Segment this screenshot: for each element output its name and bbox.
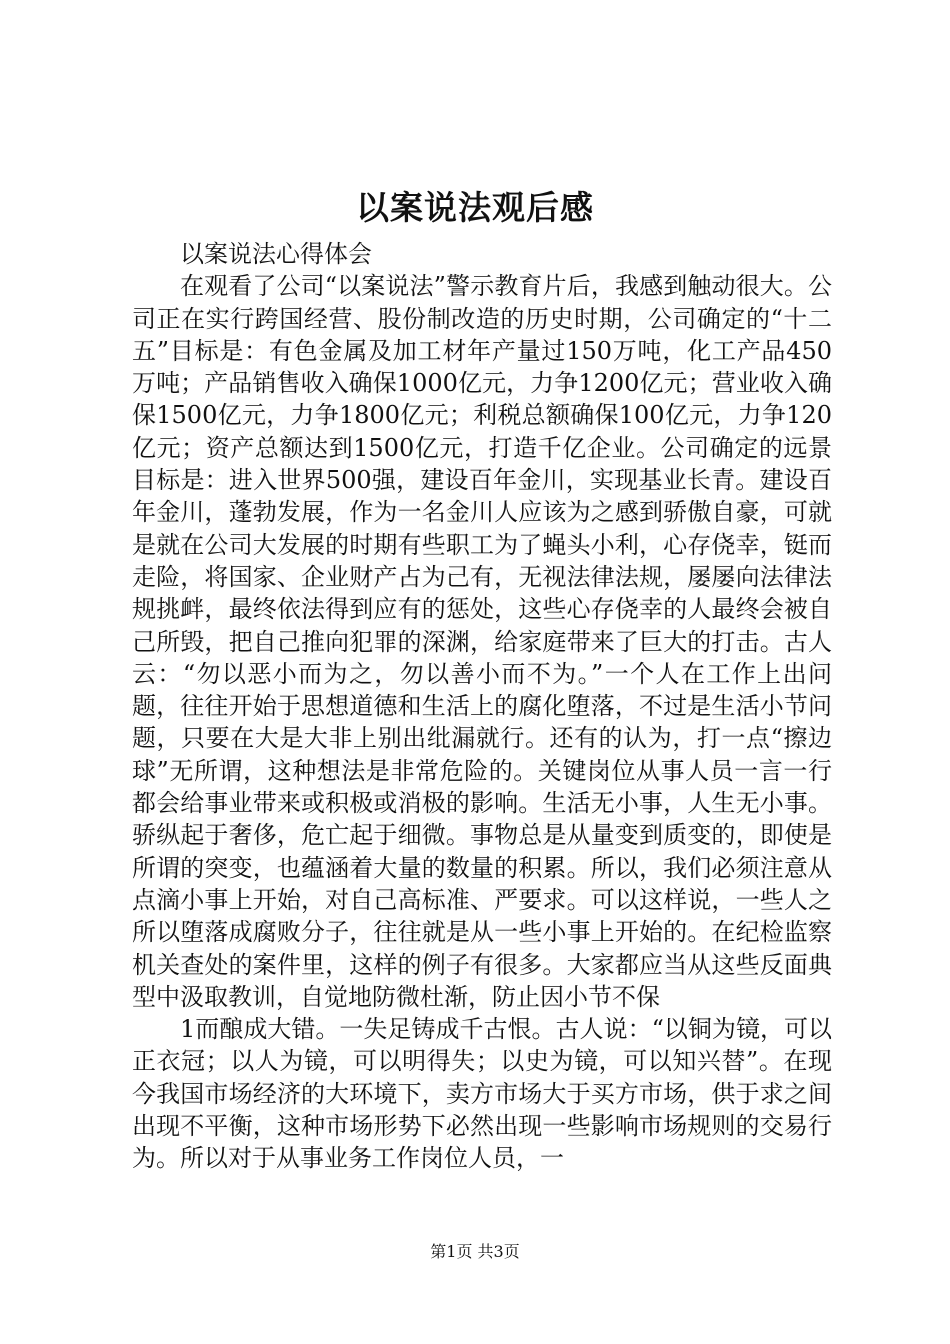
document-title: 以案说法观后感 <box>356 188 594 227</box>
paragraph-main: 在观看了公司“以案说法”警示教育片后，我感到触动很大。公司正在实行跨国经营、股份制改造的历史时期，公司确定的“十二五”目标是：有色金属及加工材年产量过150万吨，化工产品450万吨；产品销售收入确保1000亿元，力争1200亿元；营业收入确保1500亿元，力争1800亿元；利税总额确保100亿元，力争120亿元；资产总额达到1500亿元，打造千亿企业。公司确定的远景目标是：进入世界500强，建设百年金川，实现基业长青。建设百年金川，蓬勃发展，作为一名金川人应该为之感到骄傲自豪，可就是就在公司大发展的时期有些职工为了蝇头小利，心存侥幸，铤而走险，将国家、企业财产占为己有，无视法律法规，屡屡向法律法规挑衅，最终依法得到应有的惩处，这些心存侥幸的人最终会被自己所毁，把自己推向犯罪的深渊，给家庭带来了巨大的打击。古人云：“勿以恶小而为之，勿以善小而不为。”一个人在工作上出问题，往往开始于思想道德和生活上的腐化堕落，不过是生活小节问题，只要在大是大非上别出纰漏就行。还有的认为，打一点“擦边球”无所谓，这种想法是非常危险的。关键岗位从事人员一言一行都会给事业带来或积极或消极的影响。生活无小事，人生无小事。骄纵起于奢侈，危亡起于细微。事物总是从量变到质变的，即使是所谓的突变，也蕴涵着大量的数量的积累。所以，我们必须注意从点滴小事上开始，对自己高标准、严要求。可以这样说，一些人之所以堕落成腐败分子，往往就是从一些小事上开始的。在纪检监察机关查处的案件里，这样的例子有很多。大家都应当从这些反面典型中汲取教训，自觉地防微杜渐，防止因小节不保 <box>132 272 832 1011</box>
page-number: 第1页 共3页 <box>430 1242 520 1261</box>
document-body <box>132 238 832 1175</box>
paragraph-heading: 以案说法心得体会 <box>180 240 372 268</box>
paragraph-continued: 1而酿成大错。一失足铸成千古恨。古人说：“以铜为镜，可以正衣冠；以人为镜，可以明得失；以史为镜，可以知兴替”。在现今我国市场经济的大环境下，卖方市场大于买方市场，供于求之间出现不平衡，这种市场形势下必然出现一些影响市场规则的交易行为。所以对于从事业务工作岗位人员，一 <box>132 1015 832 1173</box>
